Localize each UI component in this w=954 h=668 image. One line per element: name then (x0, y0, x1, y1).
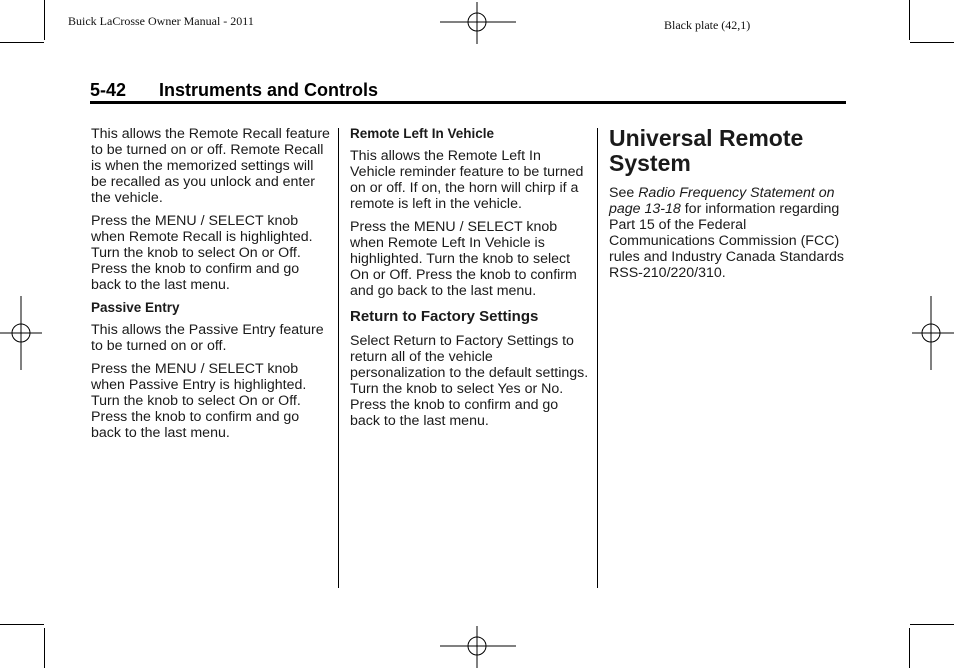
paragraph (609, 185, 849, 281)
subheading-passive-entry: Passive Entry (91, 300, 180, 315)
section-title: Instruments and Controls (159, 80, 379, 100)
paragraph: This allows the Passive Entry feature to be turned on or off. (91, 322, 324, 354)
column-3 (609, 126, 849, 288)
registration-mark-left-icon (0, 296, 42, 370)
column-1 (91, 126, 331, 448)
header-rule (90, 101, 846, 104)
paragraph: Press the MENU / SELECT knob when Passive Entry is highlighted. Turn the knob to select On or Off. Press the knob to confirm and go back to the last menu. (91, 361, 307, 441)
crop-mark (44, 0, 45, 40)
crop-mark (909, 628, 910, 668)
crop-mark (0, 624, 44, 625)
crop-mark (0, 42, 44, 43)
subheading-return-to-factory-settings: Return to Factory Settings (350, 308, 539, 325)
column-2 (350, 126, 590, 436)
text-rest: for information regarding Part 15 of the Federal Communications Commission (FCC) rules and Industry Canada Standards RSS-210/220/310. (609, 201, 845, 281)
text-see: See (609, 185, 639, 201)
column-divider (338, 128, 339, 588)
paragraph: Press the MENU / SELECT knob when Remote Recall is highlighted. Turn the knob to select On or Off. Press the knob to confirm and go back to the last menu. (91, 213, 313, 293)
cross-reference-link[interactable]: Radio Frequency Statement on page 13-18 (609, 185, 835, 217)
crop-mark (909, 0, 910, 40)
paragraph: This allows the Remote Recall feature to be turned on or off. Remote Recall is when the memorized settings will be recalled as you unlock and enter the vehicle. (91, 126, 330, 206)
paragraph: Select Return to Factory Settings to return all of the vehicle personalization to the default settings. Turn the knob to select Yes or No. Press the knob to confirm and go back to the last menu. (350, 333, 589, 429)
paragraph: This allows the Remote Left In Vehicle reminder feature to be turned on or off. If on, the horn will chirp if a remote is left in the vehicle. (350, 148, 584, 212)
registration-mark-bottom-icon (440, 626, 516, 668)
paragraph: Press the MENU / SELECT knob when Remote Left In Vehicle is highlighted. Turn the knob to select On or Off. Press the knob to confirm and go back to the last menu. (350, 219, 577, 299)
plate-label: Black plate (42,1) (664, 18, 751, 32)
page-number: 5-42 (90, 80, 127, 100)
section-heading-universal-remote-system: Universal Remote System (609, 125, 804, 176)
registration-mark-right-icon (912, 296, 954, 370)
crop-mark (910, 42, 954, 43)
registration-mark-top-icon (440, 2, 516, 44)
manual-title: Buick LaCrosse Owner Manual - 2011 (68, 14, 254, 28)
crop-mark (910, 624, 954, 625)
crop-mark (44, 628, 45, 668)
subheading-remote-left-in-vehicle: Remote Left In Vehicle (350, 126, 495, 141)
column-divider (597, 128, 598, 588)
